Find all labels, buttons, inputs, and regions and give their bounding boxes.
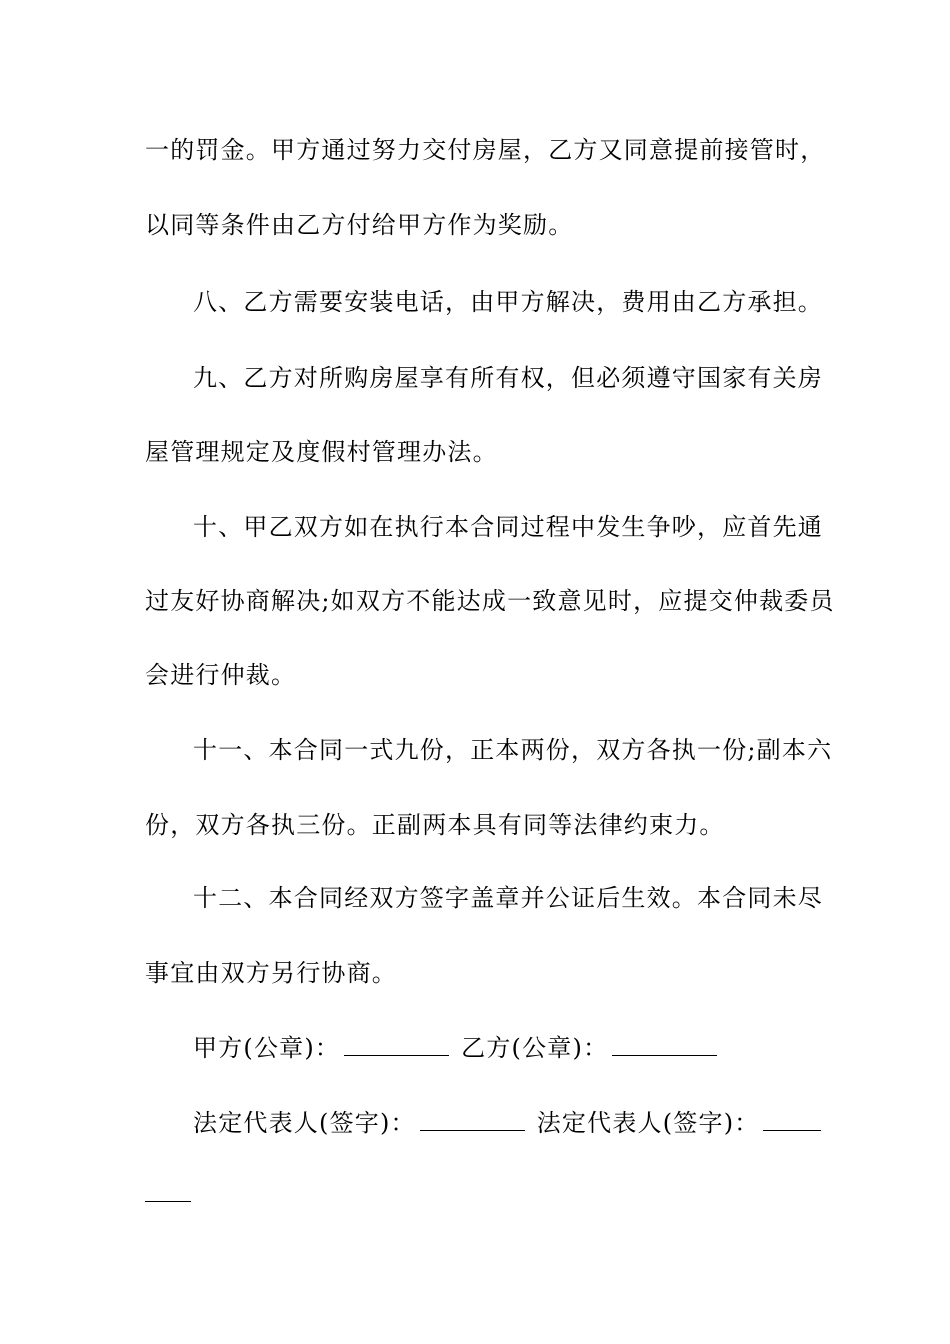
party-b-seal-blank — [612, 1035, 717, 1056]
paragraph-7-line-1: 一的罚金。甲方通过努力交付房屋，乙方又同意提前接管时， — [145, 136, 826, 164]
clause-11-line-1: 十一、本合同一式九份，正本两份，双方各执一份;副本六 — [193, 736, 833, 764]
party-a-seal-label: 甲方(公章)： — [193, 1034, 341, 1062]
clause-12-line-1: 十二、本合同经双方签字盖章并公证后生效。本合同未尽 — [193, 884, 823, 912]
representative-line — [193, 1108, 873, 1138]
seal-line — [193, 1033, 873, 1063]
party-a-seal-blank — [344, 1035, 449, 1056]
clause-10-line-1: 十、甲乙双方如在执行本合同过程中发生争吵，应首先通 — [193, 513, 823, 541]
party-b-seal-label: 乙方(公章)： — [461, 1034, 609, 1062]
rep-b-blank-continuation — [145, 1201, 191, 1202]
rep-b-label: 法定代表人(签字)： — [536, 1109, 760, 1137]
clause-12-line-2: 事宜由双方另行协商。 — [145, 959, 397, 987]
clause-11-line-2: 份，双方各执三份。正副两本具有同等法律约束力。 — [145, 811, 725, 839]
paragraph-7-line-2: 以同等条件由乙方付给甲方作为奖励。 — [145, 211, 574, 239]
clause-9-line-1: 九、乙方对所购房屋享有所有权，但必须遵守国家有关房 — [193, 364, 823, 392]
clause-10-line-3: 会进行仲裁。 — [145, 661, 297, 689]
clause-9-line-2: 屋管理规定及度假村管理办法。 — [145, 438, 498, 466]
rep-b-blank — [763, 1110, 821, 1131]
clause-10-line-2: 过友好协商解决;如双方不能达成一致意见时，应提交仲裁委员 — [145, 587, 835, 615]
rep-a-label: 法定代表人(签字)： — [193, 1109, 416, 1137]
rep-a-blank — [420, 1110, 525, 1131]
clause-8: 八、乙方需要安装电话，由甲方解决，费用由乙方承担。 — [193, 288, 823, 316]
